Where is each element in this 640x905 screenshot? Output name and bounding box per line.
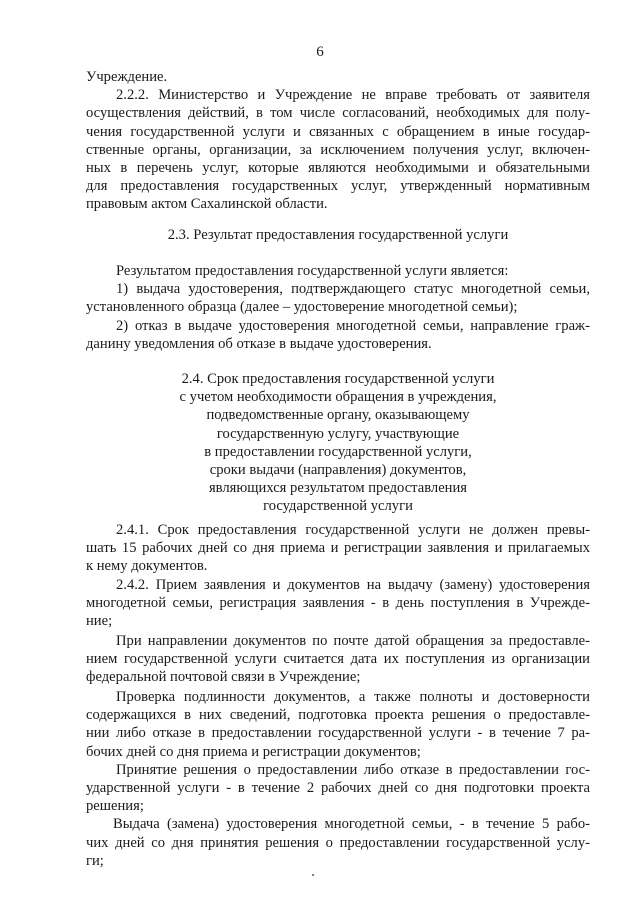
paragraph-2-2-2 bbox=[86, 68, 590, 214]
text-line: для предоставления государственных услуг, утвержденный нормативным bbox=[86, 178, 590, 195]
page-number: 6 bbox=[316, 44, 324, 60]
text-line: 1) выдача удостоверения, подтверждающего статус многодетной семьи, bbox=[116, 281, 590, 298]
text-line: нием государственной услуги считается дата их поступления из организации bbox=[86, 651, 590, 668]
heading-line: с учетом необходимости обращения в учреждения, bbox=[179, 389, 497, 406]
section-heading-2-4 bbox=[86, 370, 590, 516]
text-line: ние; bbox=[86, 612, 113, 629]
heading-line: государственной услуги bbox=[263, 498, 413, 515]
text-line: решения; bbox=[86, 798, 144, 815]
text-line: установленного образца (далее – удостоверение многодетной семьи); bbox=[86, 299, 518, 316]
text-line: 2.2.2. Министерство и Учреждение не вправе требовать от заявителя bbox=[116, 87, 590, 104]
heading-line: государственную услугу, участвующие bbox=[216, 425, 460, 442]
text-line: данину уведомления об отказе в выдаче удостоверения. bbox=[86, 335, 432, 352]
paragraph-2-4-1 bbox=[86, 521, 590, 630]
text-line: Результатом предоставления государственной услуги является: bbox=[116, 263, 509, 279]
text-line: федеральной почтовой связи в Учреждение; bbox=[86, 669, 361, 686]
heading-line: в предоставлении государственной услуги, bbox=[204, 443, 472, 460]
text-line: бочих дней со дня приема и регистрации документов; bbox=[86, 743, 421, 760]
text-line: чих дней со дня принятия решения о предоставлении государственной услу- bbox=[86, 834, 590, 851]
heading-line: подведомственные органу, оказывающему bbox=[206, 407, 470, 424]
text-line: ги; bbox=[86, 852, 104, 869]
text-line: ных в перечень услуг, которые являются необходимыми и обязательными bbox=[86, 159, 590, 176]
text-line: правовым актом Сахалинской области. bbox=[86, 196, 328, 213]
text-line: 2) отказ в выдаче удостоверения многодетной семьи, направление граж- bbox=[116, 317, 590, 334]
text-line: чения государственной услуги и связанных с обращением в иные государ- bbox=[86, 123, 590, 140]
paragraph-deadlines bbox=[86, 688, 590, 870]
text-line: осуществления действий, в том числе согласований, необходимых для полу- bbox=[86, 105, 590, 122]
text-line: При направлении документов по почте датой обращения за предоставле- bbox=[116, 633, 590, 649]
text-line: 2.4.2. Прием заявления и документов на выдачу (замену) удостоверения bbox=[116, 576, 590, 593]
text-line: ственные органы, организации, за исключением получения услуг, включен- bbox=[86, 141, 590, 158]
text-line: 2.4.1. Срок предоставления государственной услуги не должен превы- bbox=[116, 522, 590, 538]
text-line: многодетной семьи, регистрация заявления - в день поступления в Учрежде- bbox=[86, 594, 590, 611]
text-line: ударственной услуги - в течение 2 рабочих дней со дня подготовки проекта bbox=[86, 779, 590, 796]
text-line: к нему документов. bbox=[86, 558, 208, 575]
scan-speck bbox=[312, 874, 314, 876]
text-line: Проверка подлинности документов, а также полноты и достоверности bbox=[116, 689, 590, 705]
text-line: Выдача (замена) удостоверения многодетной семьи, - в течение 5 рабо- bbox=[113, 816, 590, 833]
paragraph-postal bbox=[86, 632, 590, 687]
heading-line: сроки выдачи (направления) документов, bbox=[209, 461, 467, 478]
paragraph-result bbox=[86, 262, 590, 353]
text-line: Принятие решения о предоставлении либо отказе в предоставлении гос- bbox=[116, 761, 590, 778]
heading-line: являющихся результатом предоставления bbox=[208, 480, 468, 497]
text-line: содержащихся в них сведений, подготовка проекта решения о предоставле- bbox=[86, 707, 590, 724]
heading-line: 2.3. Результат предоставления государственной услуги bbox=[167, 227, 509, 243]
text-line: нии либо отказе в предоставлении государственной услуги - в течение 7 ра- bbox=[86, 725, 590, 742]
text-line: Учреждение. bbox=[86, 69, 168, 85]
section-heading-2-3 bbox=[86, 226, 590, 244]
heading-line: 2.4. Срок предоставления государственной услуги bbox=[181, 371, 495, 387]
text-line: шать 15 рабочих дней со дня приема и регистрации заявления и прилагаемых bbox=[86, 540, 590, 557]
